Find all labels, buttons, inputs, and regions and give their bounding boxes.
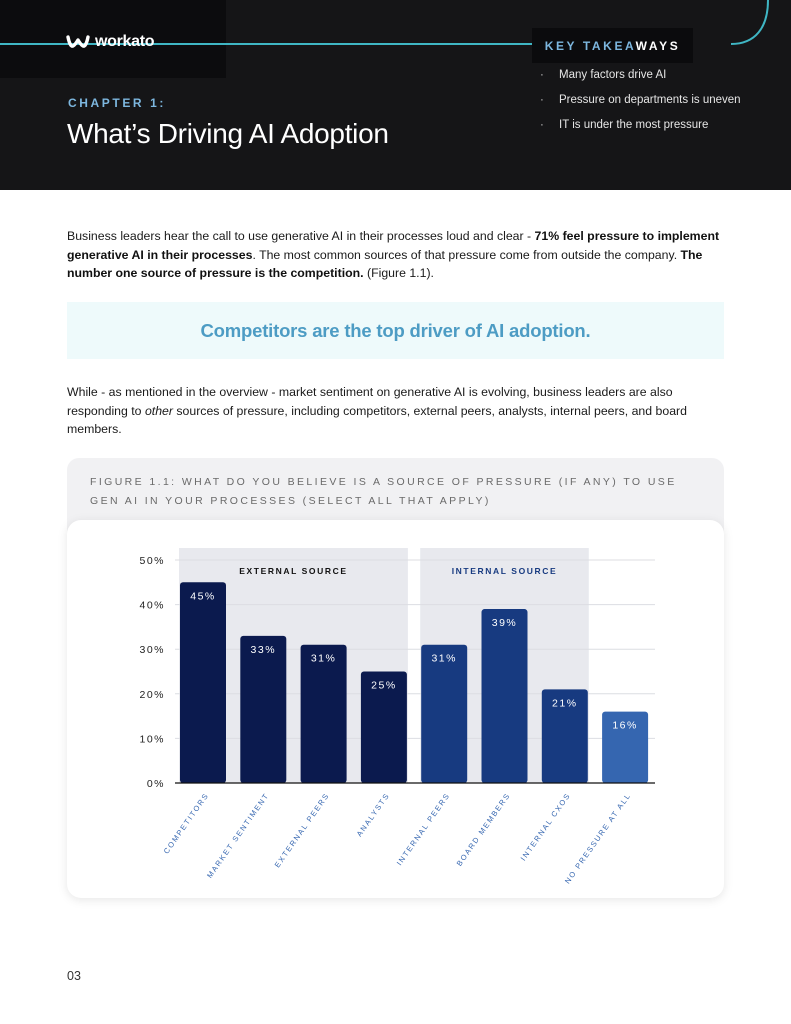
body-text: While - as mentioned in the overview - market sentiment on generative AI is evolving, business leaders are also responding to: [67, 385, 673, 418]
chapter-header: [0, 0, 791, 190]
body-text: sources of pressure, including competitors, external peers, analysts, internal peers, and board members.: [67, 403, 687, 436]
list-item: [540, 67, 741, 92]
page-number: 03: [67, 969, 81, 983]
key-takeaways-header: [532, 28, 693, 63]
bar-value-label: 21%: [552, 697, 578, 710]
intro-bold-text: 71% feel pressure to implement generative AI in their processes: [67, 229, 720, 262]
x-tick-label: BOARD MEMBERS: [454, 790, 513, 868]
list-item: [540, 92, 741, 117]
callout-box: [67, 302, 724, 359]
bar-chart: [67, 520, 724, 898]
intro-text: Business leaders hear the call to use generative AI in their processes loud and clear -: [67, 229, 535, 243]
intro-text: (Figure 1.1).: [363, 266, 434, 280]
bar-value-label: 31%: [310, 652, 337, 665]
key-takeaways-title: [545, 39, 681, 53]
bar: [301, 645, 347, 783]
chart-card: [67, 520, 724, 898]
y-tick-label: 10%: [139, 733, 165, 746]
callout-text: Competitors are the top driver of AI adoption.: [200, 319, 591, 341]
bullet-icon: ·: [540, 69, 544, 81]
key-takeaways-list: [540, 67, 741, 142]
second-paragraph: [67, 383, 725, 439]
page-title: What’s Driving AI Adoption: [67, 118, 389, 149]
bar-value-label: 25%: [371, 679, 397, 692]
bar: [240, 636, 286, 783]
intro-text: . The most common sources of that pressure come from outside the company.: [252, 247, 681, 262]
x-tick-label: NO PRESSURE AT ALL: [562, 790, 633, 886]
figure-caption: FIGURE 1.1: WHAT DO YOU BELIEVE IS A SOURCE OF PRESSURE (IF ANY) TO USE GEN AI IN YOUR PROCESSES (SELECT ALL THAT APPLY): [90, 476, 677, 507]
y-tick-label: 0%: [146, 778, 165, 790]
bar-value-label: 39%: [491, 617, 518, 630]
y-tick-label: 30%: [139, 644, 165, 657]
x-tick-label: EXTERNAL PEERS: [272, 790, 332, 870]
key-takeaways-title-part1: KEY TAKEA: [544, 38, 636, 53]
y-tick-label: 50%: [139, 555, 165, 567]
group-label: INTERNAL SOURCE: [451, 566, 558, 576]
x-tick-label: COMPETITORS: [161, 790, 211, 856]
intro-bold-text: The number one source of pressure is the competition.: [67, 247, 703, 280]
key-takeaway-text: Pressure on departments is uneven: [559, 94, 741, 106]
key-takeaway-text: Many factors drive AI: [559, 69, 667, 81]
y-tick-label: 20%: [139, 688, 165, 701]
intro-paragraph: [67, 227, 725, 283]
key-takeaway-text: IT is under the most pressure: [559, 119, 709, 131]
bar: [482, 609, 528, 783]
bar: [180, 582, 226, 783]
x-tick-label: INTERNAL CXOS: [518, 790, 573, 863]
bullet-icon: ·: [540, 94, 544, 106]
workato-logo[interactable]: [66, 33, 154, 51]
key-takeaways-title-part2: WAYS: [635, 38, 681, 53]
bar: [421, 645, 467, 783]
bar-value-label: 33%: [250, 643, 277, 656]
bar-value-label: 16%: [612, 719, 638, 732]
x-tick-label: ANALYSTS: [354, 790, 392, 839]
header-accent-arc: [731, 0, 791, 50]
group-label: EXTERNAL SOURCE: [239, 566, 348, 576]
workato-logo-icon: [66, 34, 90, 50]
y-tick-label: 40%: [139, 599, 165, 612]
logo-text: workato: [95, 33, 155, 50]
chapter-label: CHAPTER 1:: [68, 96, 167, 110]
bar-value-label: 31%: [431, 652, 457, 665]
body-italic-text: other: [144, 403, 173, 418]
x-tick-label: MARKET SENTIMENT: [204, 790, 271, 880]
x-tick-label: INTERNAL PEERS: [394, 790, 452, 868]
bar-value-label: 45%: [190, 590, 216, 603]
list-item: [540, 117, 741, 142]
bullet-icon: ·: [540, 119, 544, 131]
